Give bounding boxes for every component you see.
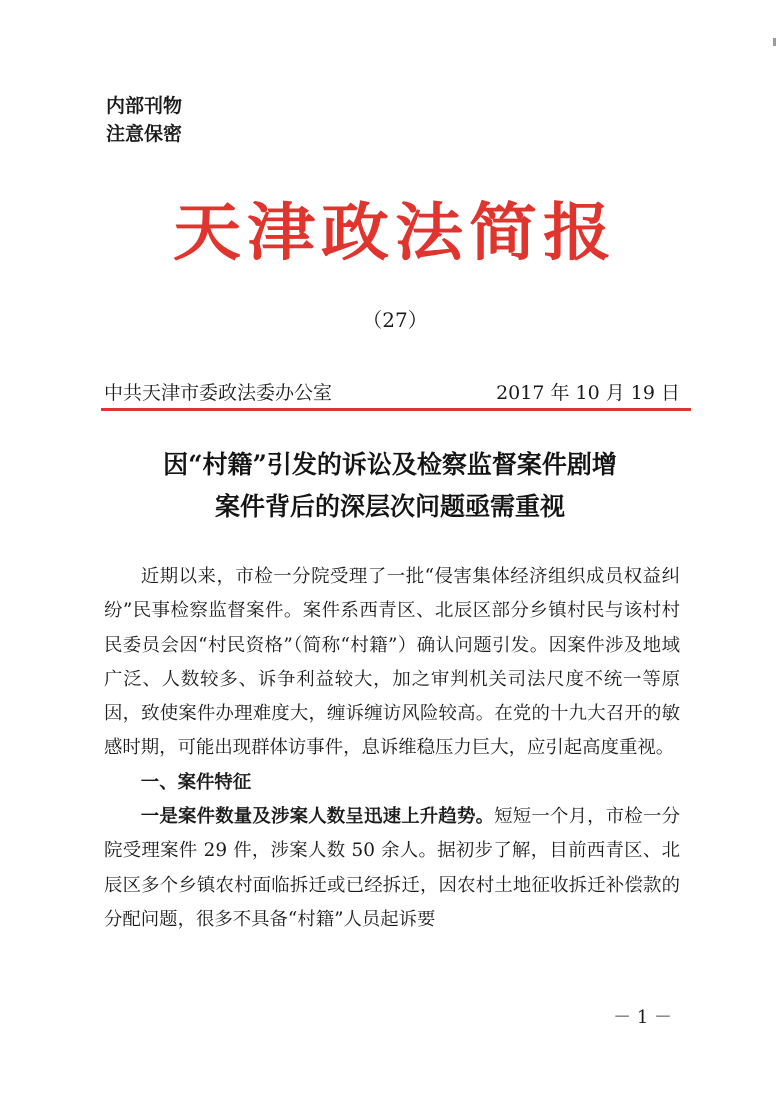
- issue-number: （27）: [362, 308, 428, 332]
- masthead-title: 天津政法简报: [172, 197, 617, 270]
- intro-paragraph: 近期以来，市检一分院受理了一批“侵害集体经济组织成员权益纠纷”民事检察监督案件。案件系西青区、北辰区部分乡镇村民与该村村民委员会因“村民资格”（简称“村籍”）确认问题引发。因案件涉及地域广泛、人数较多、诉争利益较大，加之审判机关司法尺度不统一等原因，致使案件办理难度大，缠诉缠访风险较高。在党的十九大召开的敏感时期，可能出现群体访事件，息诉维稳压力巨大，应引起高度重视。: [104, 566, 680, 759]
- article-body: [104, 560, 680, 937]
- classification-line-confidential: 注意保密: [106, 123, 183, 145]
- section-heading: 一、案件特征: [140, 771, 252, 793]
- classification-label: [106, 92, 182, 148]
- classification-line-internal: 内部刊物: [106, 95, 183, 117]
- headline-line-1: 因“村籍”引发的诉讼及检察监督案件剧增: [163, 450, 617, 479]
- scan-artifact: [773, 38, 776, 46]
- point-lead: 一是案件数量及涉案人数呈迅速上升趋势。: [140, 806, 495, 828]
- point-paragraph: [104, 800, 680, 937]
- red-divider-line: [101, 408, 691, 411]
- publisher-name: 中共天津市委政法委办公室: [104, 382, 333, 404]
- page-number: － 1 －: [613, 1007, 672, 1028]
- publisher-row: [104, 378, 680, 408]
- headline-line-2: 案件背后的深层次问题亟需重视: [214, 492, 565, 521]
- article-headline: [80, 444, 700, 528]
- publication-date: 2017 年 10 月 19 日: [496, 382, 680, 404]
- point-text: 短短一个月，市检一分院受理案件 29 件，涉案人数 50 余人。据初步了解，目前西青区、北辰区多个乡镇农村面临拆迁或已经拆迁，因农村土地征收拆迁补偿款的分配问题，很多不具备“村籍”人员起诉要: [104, 806, 680, 930]
